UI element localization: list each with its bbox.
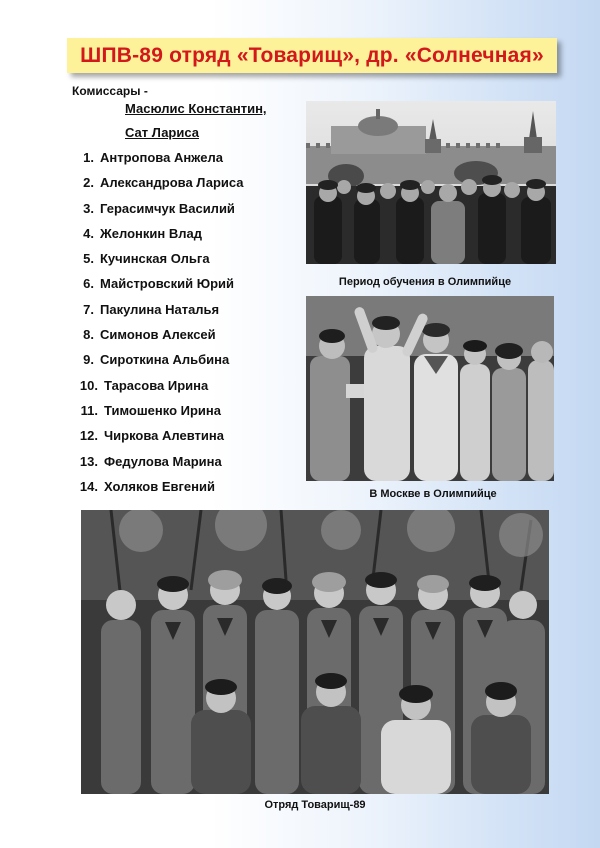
list-item [72, 251, 244, 276]
member-number: 14. [79, 478, 98, 494]
member-name: Сироткина Альбина [100, 352, 230, 368]
red-square-caption: Период обучения в Олимпийце [338, 276, 512, 288]
member-number: 10. [79, 377, 98, 393]
member-number: 2. [83, 175, 94, 191]
member-name: Александрова Лариса [100, 175, 244, 191]
red-square-photo [306, 101, 556, 264]
member-number: 5. [83, 251, 94, 267]
member-number: 7. [83, 301, 94, 317]
member-number: 12. [79, 428, 98, 444]
member-name: Герасимчук Василий [100, 200, 235, 216]
commissar-name: Сат Лариса [125, 125, 199, 140]
member-name: Тарасова Ирина [104, 377, 209, 393]
list-item [72, 378, 244, 403]
member-name: Желонкин Влад [100, 225, 202, 241]
list-item [72, 454, 244, 479]
list-item [72, 327, 244, 352]
list-item [72, 428, 244, 453]
member-number: 13. [79, 453, 98, 469]
member-number: 6. [83, 276, 94, 292]
member-name: Тимошенко Ирина [104, 402, 221, 418]
moscow-caption: В Москве в Олимпийце [369, 488, 497, 500]
title-banner [67, 38, 557, 73]
group-photo [81, 510, 549, 794]
list-item [72, 150, 244, 175]
member-name: Кучинская Ольга [100, 251, 210, 267]
list-item [72, 302, 244, 327]
member-name: Антропова Анжела [100, 150, 223, 165]
member-number: 9. [83, 352, 94, 368]
member-number: 11. [80, 402, 98, 418]
member-number: 4. [83, 225, 94, 241]
list-item [72, 276, 244, 301]
member-name: Чиркова Алевтина [104, 428, 224, 444]
commissar-name: Масюлис Константин, [125, 101, 267, 116]
group-caption: Отряд Товарищ-89 [264, 799, 366, 811]
member-name: Симонов Алексей [100, 327, 216, 343]
list-item [72, 479, 244, 504]
list-item [72, 403, 244, 428]
page-title: ШПВ-89 отряд «Товарищ», др. «Солнечная» [80, 43, 544, 67]
member-name: Пакулина Наталья [100, 301, 220, 317]
member-name: Федулова Марина [104, 453, 222, 469]
list-item [72, 175, 244, 200]
member-name: Майстровский Юрий [100, 276, 235, 292]
list-item [72, 201, 244, 226]
commissars-label: Комиссары - [72, 84, 148, 98]
member-list [72, 150, 244, 504]
moscow-salute-photo [306, 296, 554, 481]
member-number: 1. [83, 150, 94, 165]
member-name: Холяков Евгений [104, 478, 215, 494]
list-item [72, 352, 244, 377]
member-number: 3. [83, 200, 94, 216]
list-item [72, 226, 244, 251]
member-number: 8. [83, 327, 94, 343]
